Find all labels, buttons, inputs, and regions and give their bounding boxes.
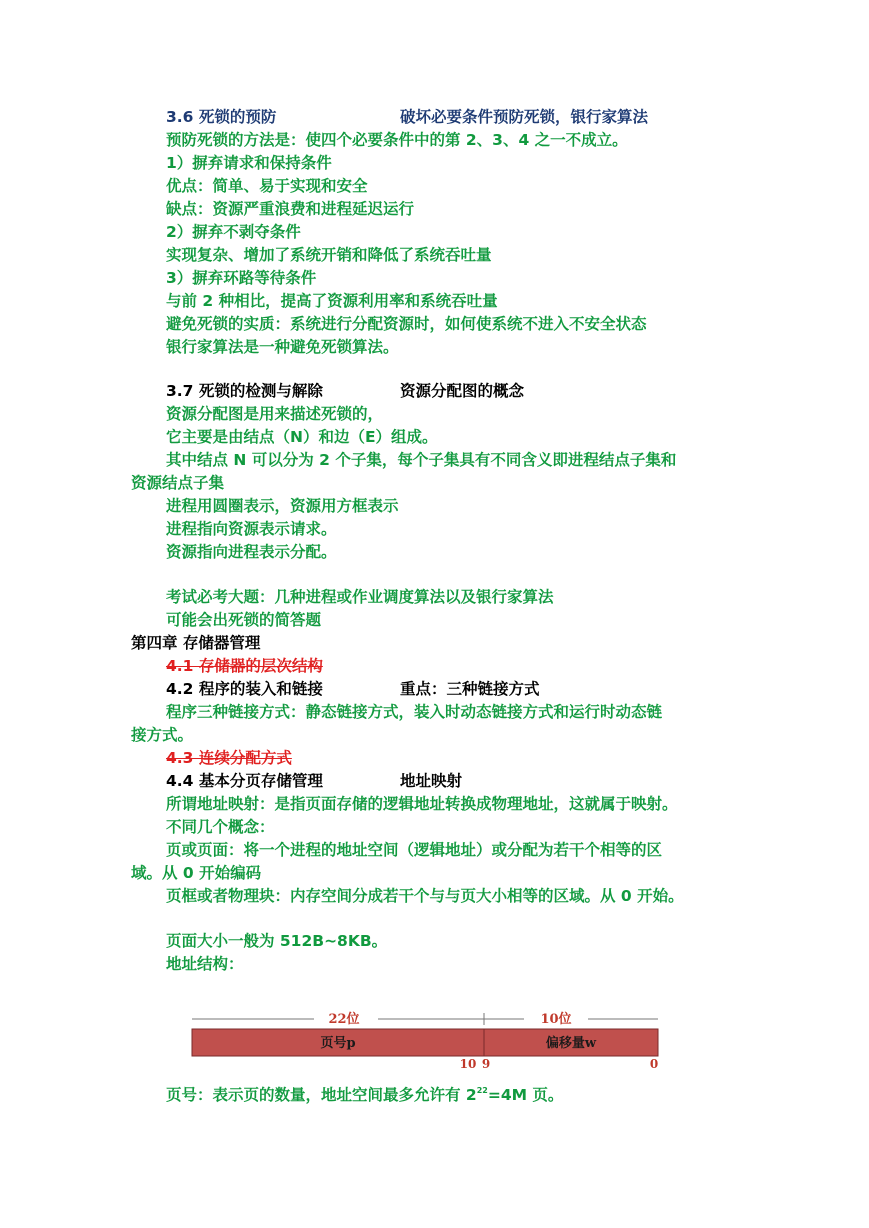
text-line: 资源结点子集 (131, 474, 225, 492)
section-title: 死锁的检测与解除 (198, 382, 323, 400)
section-title: 死锁的预防 (198, 108, 277, 126)
text-line: 接方式。 (131, 726, 194, 744)
section-3-6-heading (166, 106, 649, 129)
section-subtitle: 资源分配图的概念 (400, 382, 525, 400)
text-line: 1）摒弃请求和保持条件 (166, 154, 332, 172)
section-4-1-deleted: 4.1 存储器的层次结构 (166, 657, 323, 675)
text-line: 不同几个概念： (166, 818, 275, 836)
text-line: 银行家算法是一种避免死锁算法。 (166, 338, 399, 356)
section-subtitle: 地址映射 (400, 772, 463, 790)
exponent: 22 (476, 1086, 488, 1095)
text-line: 地址结构： (166, 955, 244, 973)
section-number: 3.7 (166, 382, 194, 400)
section-3-7-heading (166, 380, 525, 403)
section-4-3-deleted: 4.3 连续分配方式 (166, 749, 292, 767)
text-line: 缺点：资源严重浪费和进程延迟运行 (166, 200, 415, 218)
section-4-4-heading (166, 770, 463, 793)
page-number-label: 页号p (320, 1036, 356, 1051)
text-line: 域。从 0 开始编码 (131, 864, 262, 882)
text-line: 它主要是由结点（N）和边（E）组成。 (166, 428, 438, 446)
text-line: 页面大小一般为 512B~8KB。 (166, 932, 388, 950)
text-line: 进程指向资源表示请求。 (166, 520, 337, 538)
text-line: 程序三种链接方式：静态链接方式，装入时动态链接方式和运行时动态链 (166, 703, 663, 721)
left-bits-label: 22位 (328, 1012, 360, 1027)
text-suffix: =4M 页。 (487, 1086, 564, 1104)
bit-position-0: 0 (649, 1057, 659, 1071)
text-line: 页或页面：将一个进程的地址空间（逻辑地址）或分配为若干个相等的区 (166, 841, 663, 859)
address-structure-diagram (186, 1005, 666, 1077)
section-subtitle: 重点：三种链接方式 (400, 680, 540, 698)
text-line: 资源分配图是用来描述死锁的， (166, 405, 384, 423)
section-subtitle: 破坏必要条件预防死锁，银行家算法 (400, 108, 649, 126)
offset-label: 偏移量w (545, 1036, 597, 1051)
text-line: 3）摒弃环路等待条件 (166, 269, 317, 287)
bit-position-9: 9 (481, 1057, 491, 1071)
section-title: 4.2 程序的装入和链接 (166, 680, 323, 698)
text-line: 与前 2 种相比，提高了资源利用率和系统吞吐量 (166, 292, 498, 310)
text-line: 可能会出死锁的简答题 (166, 611, 322, 629)
bit-position-10: 10 (459, 1057, 477, 1071)
text-line: 其中结点 N 可以分为 2 个子集，每个子集具有不同含义即进程结点子集和 (166, 451, 677, 469)
text-prefix: 页号：表示页的数量，地址空间最多允许有 2 (166, 1086, 477, 1104)
section-4-2-heading (166, 678, 540, 701)
text-line: 进程用圆圈表示，资源用方框表示 (166, 497, 399, 515)
page-count-line (166, 1084, 563, 1107)
chapter-title: 第四章 存储器管理 (131, 634, 261, 652)
text-line: 预防死锁的方法是：使四个必要条件中的第 2、3、4 之一不成立。 (166, 131, 628, 149)
right-bits-label: 10位 (540, 1012, 572, 1027)
text-line: 2）摒弃不剥夺条件 (166, 223, 301, 241)
text-line: 实现复杂、增加了系统开销和降低了系统吞吐量 (166, 246, 492, 264)
text-line: 考试必考大题：几种进程或作业调度算法以及银行家算法 (166, 588, 554, 606)
text-line: 所谓地址映射：是指页面存储的逻辑地址转换成物理地址，这就属于映射。 (166, 795, 678, 813)
section-number: 3.6 (166, 108, 194, 126)
text-line: 资源指向进程表示分配。 (166, 543, 337, 561)
text-line: 页框或者物理块：内存空间分成若干个与与页大小相等的区域。从 0 开始。 (166, 887, 684, 905)
section-title: 4.4 基本分页存储管理 (166, 772, 323, 790)
text-line: 优点：简单、易于实现和安全 (166, 177, 368, 195)
text-line: 避免死锁的实质：系统进行分配资源时，如何使系统不进入不安全状态 (166, 315, 647, 333)
